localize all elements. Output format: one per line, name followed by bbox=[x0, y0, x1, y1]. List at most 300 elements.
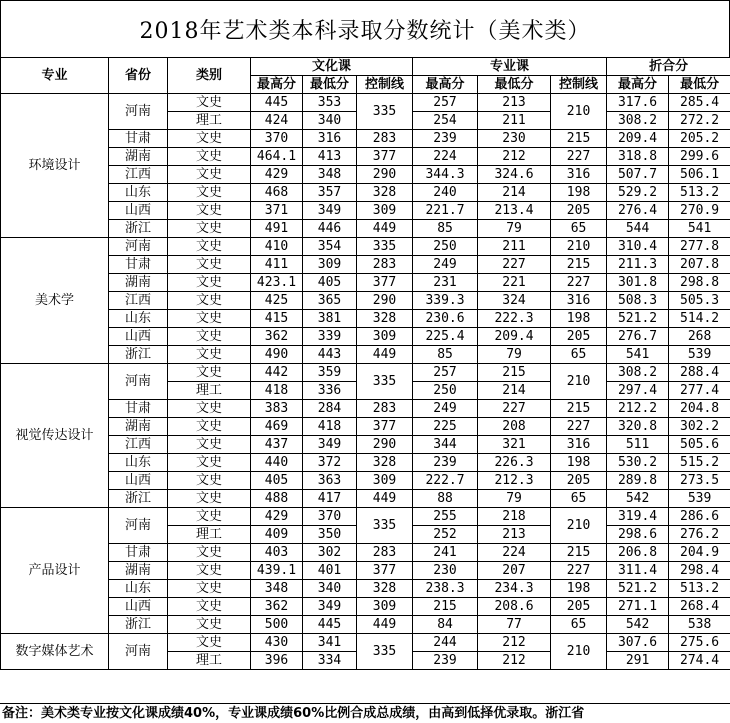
culture-min-cell: 357 bbox=[303, 184, 357, 202]
culture-min-cell: 405 bbox=[303, 274, 357, 292]
culture-max-cell: 411 bbox=[251, 256, 303, 274]
type-cell: 文史 bbox=[168, 256, 251, 274]
professional-max-cell: 231 bbox=[413, 274, 478, 292]
culture-control-cell: 449 bbox=[357, 220, 413, 238]
type-cell: 文史 bbox=[168, 202, 251, 220]
composite-min-cell: 298.8 bbox=[669, 274, 730, 292]
composite-min-cell: 515.2 bbox=[669, 454, 730, 472]
header-composite-max: 最高分 bbox=[607, 76, 669, 94]
composite-min-cell: 273.5 bbox=[669, 472, 730, 490]
composite-min-cell: 268 bbox=[669, 328, 730, 346]
composite-max-cell: 319.4 bbox=[607, 508, 669, 526]
page-title: 2018年艺术类本科录取分数统计（美术类） bbox=[0, 0, 730, 58]
composite-min-cell: 205.2 bbox=[669, 130, 730, 148]
table-row bbox=[1, 598, 730, 616]
culture-max-cell: 430 bbox=[251, 634, 303, 652]
table-row bbox=[1, 238, 730, 256]
major-cell: 产品设计 bbox=[1, 508, 109, 634]
professional-control-cell: 210 bbox=[551, 508, 607, 544]
composite-max-cell: 521.2 bbox=[607, 580, 669, 598]
culture-min-cell: 349 bbox=[303, 436, 357, 454]
professional-control-cell: 65 bbox=[551, 346, 607, 364]
professional-max-cell: 222.7 bbox=[413, 472, 478, 490]
province-cell: 河南 bbox=[109, 634, 168, 670]
professional-min-cell: 207 bbox=[478, 562, 551, 580]
culture-max-cell: 490 bbox=[251, 346, 303, 364]
professional-control-cell: 210 bbox=[551, 94, 607, 130]
professional-min-cell: 214 bbox=[478, 382, 551, 400]
table-row bbox=[1, 544, 730, 562]
professional-max-cell: 225.4 bbox=[413, 328, 478, 346]
professional-max-cell: 249 bbox=[413, 256, 478, 274]
composite-min-cell: 299.6 bbox=[669, 148, 730, 166]
composite-max-cell: 542 bbox=[607, 616, 669, 634]
composite-max-cell: 544 bbox=[607, 220, 669, 238]
culture-min-cell: 372 bbox=[303, 454, 357, 472]
composite-min-cell: 276.2 bbox=[669, 526, 730, 544]
professional-max-cell: 257 bbox=[413, 94, 478, 112]
professional-control-cell: 205 bbox=[551, 202, 607, 220]
culture-max-cell: 468 bbox=[251, 184, 303, 202]
professional-max-cell: 85 bbox=[413, 346, 478, 364]
type-cell: 文史 bbox=[168, 634, 251, 652]
table-row bbox=[1, 310, 730, 328]
culture-max-cell: 469 bbox=[251, 418, 303, 436]
professional-min-cell: 226.3 bbox=[478, 454, 551, 472]
type-cell: 理工 bbox=[168, 112, 251, 130]
table-row bbox=[1, 616, 730, 634]
culture-control-cell: 335 bbox=[357, 508, 413, 544]
composite-min-cell: 505.6 bbox=[669, 436, 730, 454]
major-cell: 数字媒体艺术 bbox=[1, 634, 109, 670]
composite-max-cell: 209.4 bbox=[607, 130, 669, 148]
type-cell: 文史 bbox=[168, 418, 251, 436]
province-cell: 浙江 bbox=[109, 346, 168, 364]
province-cell: 甘肃 bbox=[109, 400, 168, 418]
composite-max-cell: 530.2 bbox=[607, 454, 669, 472]
composite-max-cell: 298.6 bbox=[607, 526, 669, 544]
culture-control-cell: 283 bbox=[357, 256, 413, 274]
professional-min-cell: 79 bbox=[478, 346, 551, 364]
composite-min-cell: 285.4 bbox=[669, 94, 730, 112]
culture-min-cell: 284 bbox=[303, 400, 357, 418]
culture-max-cell: 348 bbox=[251, 580, 303, 598]
professional-max-cell: 240 bbox=[413, 184, 478, 202]
type-cell: 文史 bbox=[168, 184, 251, 202]
composite-min-cell: 302.2 bbox=[669, 418, 730, 436]
major-cell: 环境设计 bbox=[1, 94, 109, 238]
composite-min-cell: 513.2 bbox=[669, 184, 730, 202]
professional-min-cell: 214 bbox=[478, 184, 551, 202]
province-cell: 山西 bbox=[109, 202, 168, 220]
culture-min-cell: 353 bbox=[303, 94, 357, 112]
type-cell: 理工 bbox=[168, 652, 251, 670]
culture-max-cell: 423.1 bbox=[251, 274, 303, 292]
composite-max-cell: 508.3 bbox=[607, 292, 669, 310]
type-cell: 文史 bbox=[168, 472, 251, 490]
composite-max-cell: 521.2 bbox=[607, 310, 669, 328]
province-cell: 山东 bbox=[109, 310, 168, 328]
professional-control-cell: 210 bbox=[551, 238, 607, 256]
professional-control-cell: 215 bbox=[551, 400, 607, 418]
composite-min-cell: 514.2 bbox=[669, 310, 730, 328]
province-cell: 山东 bbox=[109, 184, 168, 202]
header-culture-max: 最高分 bbox=[251, 76, 303, 94]
province-cell: 山西 bbox=[109, 472, 168, 490]
professional-control-cell: 316 bbox=[551, 292, 607, 310]
culture-max-cell: 500 bbox=[251, 616, 303, 634]
professional-max-cell: 84 bbox=[413, 616, 478, 634]
professional-control-cell: 227 bbox=[551, 418, 607, 436]
professional-control-cell: 198 bbox=[551, 310, 607, 328]
professional-min-cell: 227 bbox=[478, 256, 551, 274]
type-cell: 文史 bbox=[168, 436, 251, 454]
province-cell: 山西 bbox=[109, 598, 168, 616]
culture-min-cell: 316 bbox=[303, 130, 357, 148]
type-cell: 文史 bbox=[168, 310, 251, 328]
culture-min-cell: 348 bbox=[303, 166, 357, 184]
type-cell: 文史 bbox=[168, 130, 251, 148]
professional-control-cell: 227 bbox=[551, 274, 607, 292]
culture-control-cell: 328 bbox=[357, 454, 413, 472]
province-cell: 浙江 bbox=[109, 616, 168, 634]
table-row bbox=[1, 490, 730, 508]
composite-max-cell: 529.2 bbox=[607, 184, 669, 202]
header-province: 省份 bbox=[109, 58, 168, 94]
professional-control-cell: 227 bbox=[551, 562, 607, 580]
province-cell: 山东 bbox=[109, 454, 168, 472]
composite-min-cell: 541 bbox=[669, 220, 730, 238]
composite-min-cell: 272.2 bbox=[669, 112, 730, 130]
professional-min-cell: 77 bbox=[478, 616, 551, 634]
professional-max-cell: 239 bbox=[413, 454, 478, 472]
table-row bbox=[1, 400, 730, 418]
culture-min-cell: 334 bbox=[303, 652, 357, 670]
culture-control-cell: 449 bbox=[357, 490, 413, 508]
culture-min-cell: 446 bbox=[303, 220, 357, 238]
professional-max-cell: 238.3 bbox=[413, 580, 478, 598]
composite-min-cell: 506.1 bbox=[669, 166, 730, 184]
composite-min-cell: 204.8 bbox=[669, 400, 730, 418]
composite-min-cell: 268.4 bbox=[669, 598, 730, 616]
professional-min-cell: 324 bbox=[478, 292, 551, 310]
professional-min-cell: 211 bbox=[478, 112, 551, 130]
professional-control-cell: 198 bbox=[551, 580, 607, 598]
professional-control-cell: 227 bbox=[551, 148, 607, 166]
professional-min-cell: 321 bbox=[478, 436, 551, 454]
professional-control-cell: 205 bbox=[551, 328, 607, 346]
composite-max-cell: 308.2 bbox=[607, 364, 669, 382]
culture-min-cell: 445 bbox=[303, 616, 357, 634]
culture-control-cell: 290 bbox=[357, 166, 413, 184]
province-cell: 山东 bbox=[109, 580, 168, 598]
culture-max-cell: 425 bbox=[251, 292, 303, 310]
table-row bbox=[1, 418, 730, 436]
composite-max-cell: 511 bbox=[607, 436, 669, 454]
type-cell: 文史 bbox=[168, 292, 251, 310]
professional-max-cell: 230.6 bbox=[413, 310, 478, 328]
professional-min-cell: 213.4 bbox=[478, 202, 551, 220]
province-cell: 湖南 bbox=[109, 274, 168, 292]
composite-min-cell: 298.4 bbox=[669, 562, 730, 580]
culture-max-cell: 429 bbox=[251, 508, 303, 526]
professional-min-cell: 79 bbox=[478, 490, 551, 508]
professional-control-cell: 316 bbox=[551, 166, 607, 184]
culture-control-cell: 309 bbox=[357, 328, 413, 346]
type-cell: 文史 bbox=[168, 598, 251, 616]
table-row bbox=[1, 454, 730, 472]
professional-min-cell: 208 bbox=[478, 418, 551, 436]
culture-max-cell: 424 bbox=[251, 112, 303, 130]
province-cell: 浙江 bbox=[109, 490, 168, 508]
professional-control-cell: 215 bbox=[551, 256, 607, 274]
professional-max-cell: 230 bbox=[413, 562, 478, 580]
professional-max-cell: 241 bbox=[413, 544, 478, 562]
type-cell: 文史 bbox=[168, 166, 251, 184]
culture-max-cell: 371 bbox=[251, 202, 303, 220]
header-type: 类别 bbox=[168, 58, 251, 94]
culture-control-cell: 335 bbox=[357, 364, 413, 400]
professional-min-cell: 222.3 bbox=[478, 310, 551, 328]
composite-max-cell: 317.6 bbox=[607, 94, 669, 112]
culture-max-cell: 405 bbox=[251, 472, 303, 490]
type-cell: 文史 bbox=[168, 454, 251, 472]
composite-min-cell: 204.9 bbox=[669, 544, 730, 562]
culture-max-cell: 415 bbox=[251, 310, 303, 328]
culture-control-cell: 449 bbox=[357, 346, 413, 364]
composite-max-cell: 307.6 bbox=[607, 634, 669, 652]
table-row bbox=[1, 364, 730, 382]
professional-min-cell: 218 bbox=[478, 508, 551, 526]
culture-min-cell: 309 bbox=[303, 256, 357, 274]
professional-min-cell: 208.6 bbox=[478, 598, 551, 616]
table-row bbox=[1, 274, 730, 292]
professional-control-cell: 215 bbox=[551, 130, 607, 148]
table-row bbox=[1, 472, 730, 490]
professional-max-cell: 250 bbox=[413, 382, 478, 400]
table-row bbox=[1, 508, 730, 526]
province-cell: 河南 bbox=[109, 238, 168, 256]
culture-min-cell: 349 bbox=[303, 598, 357, 616]
type-cell: 文史 bbox=[168, 508, 251, 526]
culture-control-cell: 377 bbox=[357, 274, 413, 292]
province-cell: 河南 bbox=[109, 364, 168, 400]
professional-min-cell: 212 bbox=[478, 652, 551, 670]
culture-max-cell: 440 bbox=[251, 454, 303, 472]
culture-control-cell: 328 bbox=[357, 580, 413, 598]
composite-min-cell: 513.2 bbox=[669, 580, 730, 598]
culture-control-cell: 283 bbox=[357, 544, 413, 562]
composite-max-cell: 297.4 bbox=[607, 382, 669, 400]
culture-control-cell: 335 bbox=[357, 238, 413, 256]
composite-max-cell: 311.4 bbox=[607, 562, 669, 580]
composite-max-cell: 211.3 bbox=[607, 256, 669, 274]
professional-control-cell: 65 bbox=[551, 220, 607, 238]
culture-max-cell: 410 bbox=[251, 238, 303, 256]
culture-min-cell: 370 bbox=[303, 508, 357, 526]
culture-min-cell: 401 bbox=[303, 562, 357, 580]
table-row bbox=[1, 130, 730, 148]
culture-control-cell: 328 bbox=[357, 184, 413, 202]
culture-max-cell: 383 bbox=[251, 400, 303, 418]
type-cell: 文史 bbox=[168, 616, 251, 634]
composite-max-cell: 301.8 bbox=[607, 274, 669, 292]
composite-min-cell: 277.4 bbox=[669, 382, 730, 400]
table-row bbox=[1, 148, 730, 166]
province-cell: 河南 bbox=[109, 508, 168, 544]
header-culture-min: 最低分 bbox=[303, 76, 357, 94]
province-cell: 江西 bbox=[109, 166, 168, 184]
table-row bbox=[1, 562, 730, 580]
composite-min-cell: 277.8 bbox=[669, 238, 730, 256]
composite-max-cell: 308.2 bbox=[607, 112, 669, 130]
culture-max-cell: 429 bbox=[251, 166, 303, 184]
culture-max-cell: 437 bbox=[251, 436, 303, 454]
composite-min-cell: 539 bbox=[669, 346, 730, 364]
professional-min-cell: 79 bbox=[478, 220, 551, 238]
composite-max-cell: 271.1 bbox=[607, 598, 669, 616]
professional-control-cell: 316 bbox=[551, 436, 607, 454]
type-cell: 文史 bbox=[168, 238, 251, 256]
type-cell: 文史 bbox=[168, 364, 251, 382]
culture-min-cell: 365 bbox=[303, 292, 357, 310]
composite-max-cell: 507.7 bbox=[607, 166, 669, 184]
composite-max-cell: 276.4 bbox=[607, 202, 669, 220]
culture-max-cell: 362 bbox=[251, 598, 303, 616]
province-cell: 江西 bbox=[109, 292, 168, 310]
professional-min-cell: 324.6 bbox=[478, 166, 551, 184]
province-cell: 甘肃 bbox=[109, 130, 168, 148]
professional-min-cell: 224 bbox=[478, 544, 551, 562]
professional-max-cell: 244 bbox=[413, 634, 478, 652]
composite-min-cell: 539 bbox=[669, 490, 730, 508]
type-cell: 文史 bbox=[168, 490, 251, 508]
culture-min-cell: 340 bbox=[303, 580, 357, 598]
table-row bbox=[1, 634, 730, 652]
culture-control-cell: 377 bbox=[357, 418, 413, 436]
type-cell: 文史 bbox=[168, 94, 251, 112]
professional-max-cell: 250 bbox=[413, 238, 478, 256]
header-composite: 折合分 bbox=[607, 58, 730, 76]
major-cell: 视觉传达设计 bbox=[1, 364, 109, 508]
composite-min-cell: 275.6 bbox=[669, 634, 730, 652]
culture-max-cell: 362 bbox=[251, 328, 303, 346]
professional-min-cell: 213 bbox=[478, 94, 551, 112]
header-professional-min: 最低分 bbox=[478, 76, 551, 94]
professional-min-cell: 212 bbox=[478, 634, 551, 652]
culture-min-cell: 354 bbox=[303, 238, 357, 256]
composite-max-cell: 542 bbox=[607, 490, 669, 508]
table-row bbox=[1, 328, 730, 346]
header-row-1 bbox=[1, 58, 730, 76]
professional-min-cell: 221 bbox=[478, 274, 551, 292]
table-row bbox=[1, 256, 730, 274]
type-cell: 文史 bbox=[168, 544, 251, 562]
professional-min-cell: 212.3 bbox=[478, 472, 551, 490]
professional-control-cell: 210 bbox=[551, 634, 607, 670]
professional-control-cell: 198 bbox=[551, 184, 607, 202]
composite-max-cell: 320.8 bbox=[607, 418, 669, 436]
culture-min-cell: 341 bbox=[303, 634, 357, 652]
table-row bbox=[1, 220, 730, 238]
professional-max-cell: 239 bbox=[413, 652, 478, 670]
professional-min-cell: 212 bbox=[478, 148, 551, 166]
score-table bbox=[0, 57, 730, 670]
culture-min-cell: 349 bbox=[303, 202, 357, 220]
professional-min-cell: 227 bbox=[478, 400, 551, 418]
composite-max-cell: 212.2 bbox=[607, 400, 669, 418]
culture-min-cell: 339 bbox=[303, 328, 357, 346]
table-row bbox=[1, 166, 730, 184]
composite-min-cell: 274.4 bbox=[669, 652, 730, 670]
province-cell: 湖南 bbox=[109, 562, 168, 580]
culture-control-cell: 290 bbox=[357, 436, 413, 454]
culture-min-cell: 413 bbox=[303, 148, 357, 166]
type-cell: 理工 bbox=[168, 526, 251, 544]
type-cell: 文史 bbox=[168, 580, 251, 598]
culture-control-cell: 309 bbox=[357, 598, 413, 616]
culture-min-cell: 359 bbox=[303, 364, 357, 382]
composite-max-cell: 291 bbox=[607, 652, 669, 670]
type-cell: 文史 bbox=[168, 328, 251, 346]
culture-min-cell: 363 bbox=[303, 472, 357, 490]
professional-max-cell: 249 bbox=[413, 400, 478, 418]
professional-control-cell: 198 bbox=[551, 454, 607, 472]
footnote: 备注：美术类专业按文化课成绩40%，专业课成绩60%比例合成总成绩，由高到低择优录取。浙江省 bbox=[0, 703, 730, 723]
culture-control-cell: 335 bbox=[357, 634, 413, 670]
professional-min-cell: 213 bbox=[478, 526, 551, 544]
culture-max-cell: 370 bbox=[251, 130, 303, 148]
culture-control-cell: 328 bbox=[357, 310, 413, 328]
professional-min-cell: 215 bbox=[478, 364, 551, 382]
professional-control-cell: 65 bbox=[551, 490, 607, 508]
professional-min-cell: 234.3 bbox=[478, 580, 551, 598]
composite-min-cell: 505.3 bbox=[669, 292, 730, 310]
culture-min-cell: 443 bbox=[303, 346, 357, 364]
major-cell: 美术学 bbox=[1, 238, 109, 364]
header-professional: 专业课 bbox=[413, 58, 607, 76]
culture-control-cell: 377 bbox=[357, 148, 413, 166]
professional-max-cell: 254 bbox=[413, 112, 478, 130]
header-professional-control: 控制线 bbox=[551, 76, 607, 94]
province-cell: 湖南 bbox=[109, 148, 168, 166]
professional-max-cell: 224 bbox=[413, 148, 478, 166]
province-cell: 江西 bbox=[109, 436, 168, 454]
culture-control-cell: 283 bbox=[357, 400, 413, 418]
professional-max-cell: 339.3 bbox=[413, 292, 478, 310]
professional-max-cell: 88 bbox=[413, 490, 478, 508]
type-cell: 文史 bbox=[168, 400, 251, 418]
culture-max-cell: 418 bbox=[251, 382, 303, 400]
professional-max-cell: 255 bbox=[413, 508, 478, 526]
culture-max-cell: 403 bbox=[251, 544, 303, 562]
table-row bbox=[1, 94, 730, 112]
table-row bbox=[1, 292, 730, 310]
culture-min-cell: 302 bbox=[303, 544, 357, 562]
province-cell: 浙江 bbox=[109, 220, 168, 238]
professional-control-cell: 65 bbox=[551, 616, 607, 634]
type-cell: 文史 bbox=[168, 274, 251, 292]
culture-min-cell: 417 bbox=[303, 490, 357, 508]
composite-min-cell: 270.9 bbox=[669, 202, 730, 220]
table-row bbox=[1, 346, 730, 364]
header-major: 专业 bbox=[1, 58, 109, 94]
table-row bbox=[1, 436, 730, 454]
table-row bbox=[1, 202, 730, 220]
culture-control-cell: 335 bbox=[357, 94, 413, 130]
table-row bbox=[1, 580, 730, 598]
culture-min-cell: 340 bbox=[303, 112, 357, 130]
